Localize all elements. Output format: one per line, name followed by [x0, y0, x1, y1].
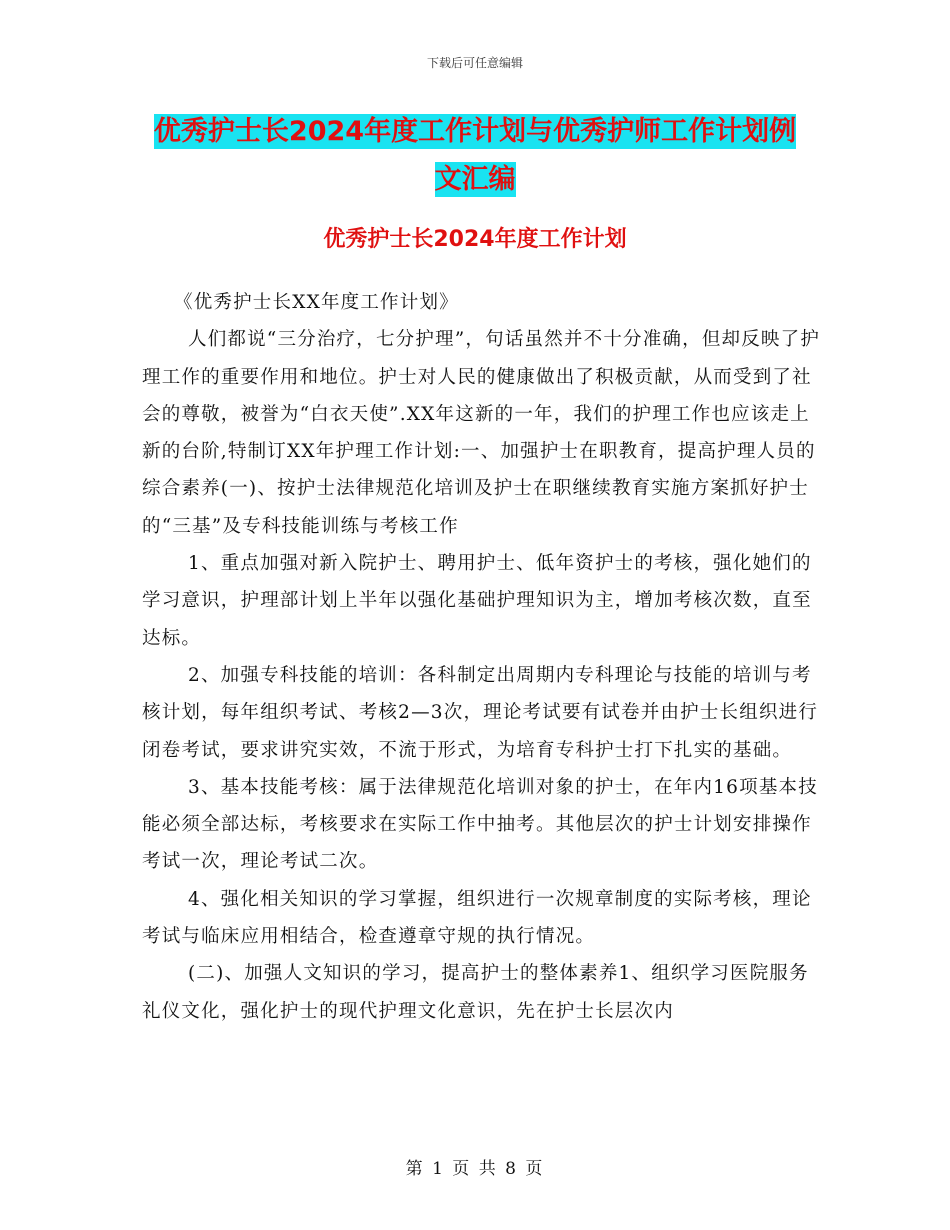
page-footer: 第 1 页 共 8 页 [405, 1159, 545, 1179]
paragraph-item-2: 2、加强专科技能的培训：各科制定出周期内专科理论与技能的培训与考核计划，每年组织考试、考核2—3次，理论考试要有试卷并由护士长组织进行闭卷考试，要求讲究实效，不流于形式，为培育专科护士打下扎实的基础。 [142, 664, 819, 761]
document-title-line1: 优秀护士长2024年度工作计划与优秀护师工作计划例 [153, 116, 797, 147]
document-title [140, 108, 810, 204]
paragraph-item-4: 4、强化相关知识的学习掌握，组织进行一次规章制度的实际考核，理论考试与临床应用相结合，检查遵章守规的执行情况。 [142, 888, 812, 948]
paragraph-intro: 人们都说“三分治疗，七分护理”，句话虽然并不十分准确，但却反映了护理工作的重要作用和地位。护士对人民的健康做出了积极贡献，从而受到了社会的尊敬，被誉为“白衣天使”.XX年这新的一年，我们的护理工作也应该走上新的台阶,特制订XX年护理工作计划:一、加强护士在职教育，提高护理人员的综合素养(一)、按护士法律规范化培训及护士在职继续教育实施方案抓好护士的“三基”及专科技能训练与考核工作 [142, 329, 821, 537]
document-title-line2: 文汇编 [434, 164, 516, 195]
paragraph-section-2: (二)、加强人文知识的学习，提高护士的整体素养1、组织学习医院服务礼仪文化，强化护士的现代护理文化意识，先在护士长层次内 [142, 963, 809, 1022]
paragraph-item-1: 1、重点加强对新入院护士、聘用护士、低年资护士的考核，强化她们的学习意识，护理部计划上半年以强化基础护理知识为主，增加考核次数，直至达标。 [142, 553, 812, 649]
paragraph-item-3: 3、基本技能考核：属于法律规范化培训对象的护士，在年内16项基本技能必须全部达标，考核要求在实际工作中抽考。其他层次的护士计划安排操作考试一次，理论考试二次。 [142, 776, 818, 873]
book-title-line: 《优秀护士长XX年度工作计划》 [174, 292, 459, 313]
page-header-note: 下载后可任意编辑 [426, 56, 523, 70]
document-body [142, 284, 822, 1030]
section-title: 优秀护士长2024年度工作计划 [323, 227, 627, 252]
